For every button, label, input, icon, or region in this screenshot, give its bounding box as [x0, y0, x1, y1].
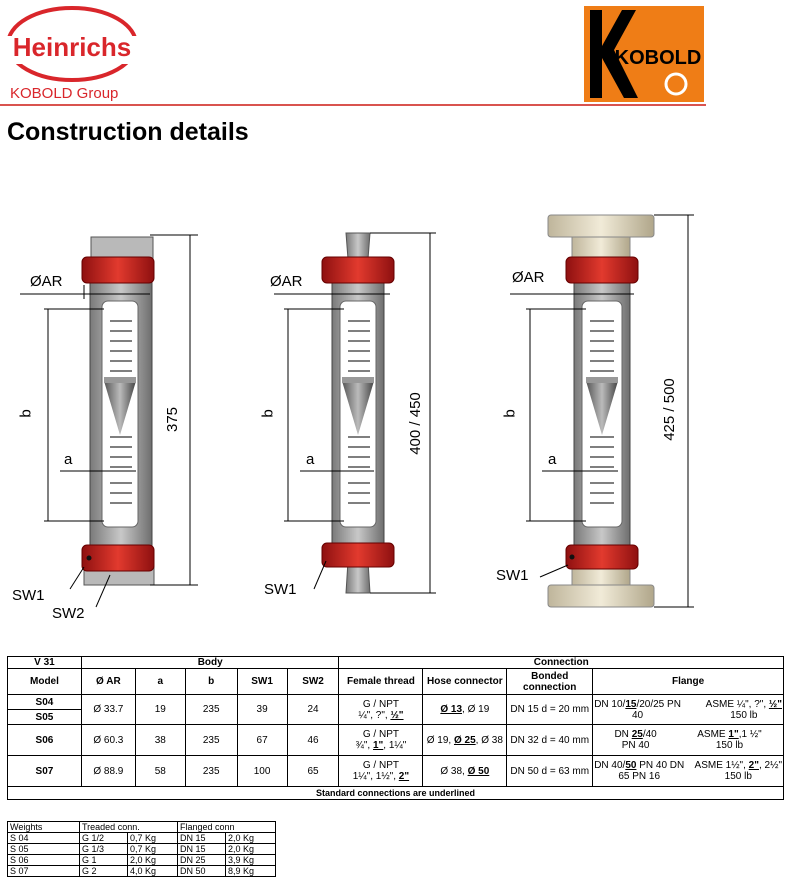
wt-cell: S 07	[8, 866, 80, 877]
cell-flange	[593, 725, 784, 756]
female-top: G / NPT	[362, 760, 399, 771]
female-std: 2"	[398, 771, 410, 782]
table-row	[8, 844, 276, 855]
table-row	[8, 695, 784, 710]
specification-table	[7, 656, 784, 800]
fl-asme-2: 150 lb	[724, 771, 752, 782]
logo-left-sub: KOBOLD Group	[10, 85, 119, 102]
fl-dn-2: 40	[631, 709, 644, 721]
fl-dn-post: /20/25 PN	[636, 698, 681, 710]
table-row	[8, 833, 276, 844]
kobold-logo	[584, 6, 704, 102]
wt-cell: G 1/3	[80, 844, 128, 855]
hose-pre: Ø 38,	[440, 765, 468, 777]
col-hose-connector: Hose connector	[423, 669, 507, 695]
fl-dn-std: 50	[625, 760, 637, 771]
cell-b: 235	[185, 756, 237, 787]
table-row	[8, 756, 784, 787]
female-std: ½"	[390, 709, 404, 721]
label-b-1: b	[17, 409, 35, 418]
wt-cell: 0,7 Kg	[128, 844, 178, 855]
col-sw2: SW2	[287, 669, 339, 695]
cell-sw2: 65	[287, 756, 339, 787]
wt-head-3: Flanged conn	[178, 822, 276, 833]
label-b-2: b	[259, 409, 277, 418]
cell-flange	[593, 756, 784, 787]
female-post: , 1¼"	[383, 740, 407, 751]
hose-std: Ø 50	[467, 765, 490, 777]
label-sw1-3: SW1	[496, 567, 529, 584]
wt-cell: S 05	[8, 844, 80, 855]
cell-female	[339, 695, 423, 725]
fl-dn-std: 25	[631, 729, 643, 740]
wt-cell: 2,0 Kg	[226, 844, 276, 855]
cell-sw1: 39	[237, 695, 287, 725]
female-pre: 1¼", 1½",	[352, 771, 396, 782]
wt-cell: DN 15	[178, 833, 226, 844]
cell-flange	[593, 695, 784, 725]
fl-dn-post: PN 40 DN	[636, 760, 685, 771]
label-height-1: 375	[164, 406, 182, 433]
female-top: G / NPT	[362, 729, 399, 740]
wt-cell: 3,9 Kg	[226, 855, 276, 866]
fl-asme-2: 150 lb	[730, 709, 758, 721]
model-s04: S04	[8, 695, 82, 710]
wt-head-0: Weights	[8, 822, 80, 833]
heinrichs-logo	[4, 4, 140, 102]
wt-cell: DN 50	[178, 866, 226, 877]
hose-pre: Ø 19,	[426, 734, 454, 746]
label-height-3: 425 / 500	[660, 378, 678, 441]
fl-asme-pre: ASME	[697, 729, 726, 740]
female-std: 1"	[372, 740, 384, 751]
col-female-thread: Female thread	[339, 669, 423, 695]
hose-post: , Ø 38	[475, 734, 503, 746]
cell-hose	[423, 695, 507, 725]
fl-dn-pre: DN 10/	[594, 698, 626, 710]
header-connection: Connection	[339, 657, 784, 669]
fl-dn-2: 65 PN 16	[618, 771, 661, 782]
cell-a: 38	[135, 725, 185, 756]
header-body: Body	[81, 657, 339, 669]
fl-dn-std: 15	[625, 698, 637, 710]
wt-cell: DN 15	[178, 844, 226, 855]
cell-b: 235	[185, 695, 237, 725]
female-pre: ¾",	[355, 740, 371, 751]
fl-dn-pre: DN 40/	[594, 760, 626, 771]
cell-sw1: 100	[237, 756, 287, 787]
label-a-3: a	[548, 451, 557, 468]
female-pre: ¼", ?",	[358, 709, 388, 721]
cell-sw2: 24	[287, 695, 339, 725]
label-height-2: 400 / 450	[406, 392, 424, 455]
cell-ar: Ø 88.9	[81, 756, 135, 787]
fl-dn-pre: DN	[614, 729, 632, 740]
hose-std: Ø 25	[453, 734, 476, 746]
fl-asme-std: 1"	[728, 729, 739, 740]
col-a: a	[135, 669, 185, 695]
col-b: b	[185, 669, 237, 695]
col-sw1: SW1	[237, 669, 287, 695]
cell-b: 235	[185, 725, 237, 756]
label-ar-1: ØAR	[30, 273, 63, 290]
fl-asme-2: 150 lb	[715, 740, 744, 751]
label-ar-2: ØAR	[270, 273, 303, 290]
wt-cell: S 06	[8, 855, 80, 866]
label-a-2: a	[306, 451, 315, 468]
wt-cell: 4,0 Kg	[128, 866, 178, 877]
model-s06: S06	[8, 725, 82, 756]
female-top: G / NPT	[362, 698, 399, 710]
col-model: Model	[8, 669, 82, 695]
page-title: Construction details	[7, 118, 249, 146]
cell-sw2: 46	[287, 725, 339, 756]
wt-cell: DN 25	[178, 855, 226, 866]
hose-post: , Ø 19	[462, 704, 490, 715]
label-sw1-2: SW1	[264, 581, 297, 598]
col-flange: Flange	[593, 669, 784, 695]
wt-cell: 2,0 Kg	[128, 855, 178, 866]
table-footnote: Standard connections are underlined	[8, 787, 784, 800]
fl-asme-std: 2"	[748, 760, 759, 771]
table-row	[8, 855, 276, 866]
cell-a: 58	[135, 756, 185, 787]
wt-cell: 2,0 Kg	[226, 833, 276, 844]
model-s07: S07	[8, 756, 82, 787]
wt-cell: G 1	[80, 855, 128, 866]
cell-a: 19	[135, 695, 185, 725]
fl-asme-pre: ASME 1½",	[694, 760, 746, 771]
header-v31: V 31	[8, 657, 82, 669]
label-b-3: b	[501, 409, 519, 418]
wt-head-1: Treaded conn.	[80, 822, 178, 833]
label-sw2-1: SW2	[52, 605, 85, 622]
label-ar-3: ØAR	[512, 269, 545, 286]
cell-ar: Ø 60.3	[81, 725, 135, 756]
model-s05: S05	[8, 710, 82, 725]
fl-asme-pre: ASME ¼", ?",	[705, 698, 767, 710]
logo-right-text: KOBOLD	[614, 47, 702, 69]
cell-bonded: DN 15 d = 20 mm	[507, 695, 593, 725]
cell-bonded: DN 32 d = 40 mm	[507, 725, 593, 756]
cell-bonded: DN 50 d = 63 mm	[507, 756, 593, 787]
wt-cell: G 2	[80, 866, 128, 877]
cell-female	[339, 725, 423, 756]
fl-dn-2: PN 40	[621, 740, 650, 751]
col-bonded: Bonded connection	[507, 669, 593, 695]
wt-cell: 8,9 Kg	[226, 866, 276, 877]
table-row	[8, 866, 276, 877]
wt-cell: 0,7 Kg	[128, 833, 178, 844]
cell-female	[339, 756, 423, 787]
cell-hose	[423, 725, 507, 756]
table-row	[8, 725, 784, 756]
fl-asme-post: ,1 ½"	[738, 729, 762, 740]
col-ar: Ø AR	[81, 669, 135, 695]
fl-asme-std: ½"	[768, 698, 782, 710]
cell-hose	[423, 756, 507, 787]
weights-table	[7, 821, 276, 877]
label-sw1-1: SW1	[12, 587, 45, 604]
fl-dn-post: /40	[642, 729, 657, 740]
header-divider	[0, 104, 706, 106]
hose-std: Ø 13	[440, 704, 463, 715]
label-a-1: a	[64, 451, 73, 468]
cell-ar: Ø 33.7	[81, 695, 135, 725]
logo-left-main: Heinrichs	[12, 32, 132, 62]
wt-cell: S 04	[8, 833, 80, 844]
construction-drawing	[0, 205, 787, 625]
fl-asme-post: , 2½"	[758, 760, 782, 771]
wt-cell: G 1/2	[80, 833, 128, 844]
cell-sw1: 67	[237, 725, 287, 756]
